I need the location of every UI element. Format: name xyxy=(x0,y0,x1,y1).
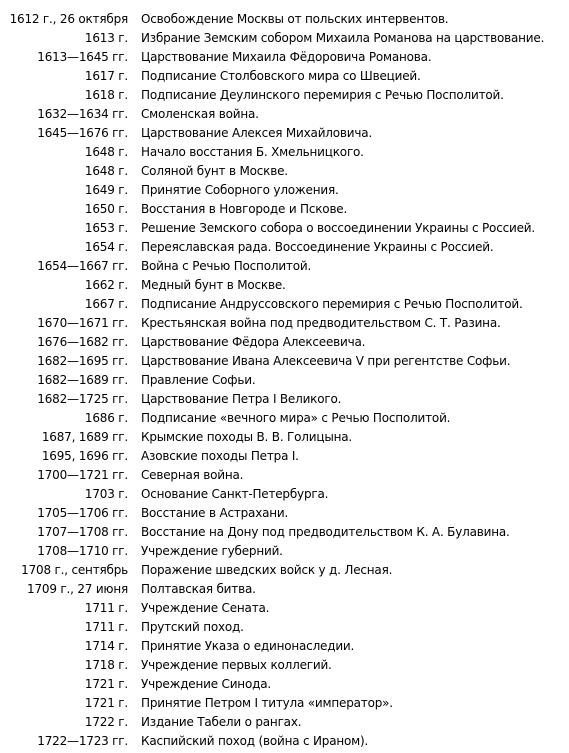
timeline-date: 1711 г. xyxy=(84,601,128,615)
timeline-event: Крестьянская война под предводительством С. Т. Разина. xyxy=(141,316,501,330)
timeline-event: Принятие Соборного уложения. xyxy=(141,183,339,197)
timeline-event: Царствование Фёдора Алексеевича. xyxy=(141,335,366,349)
timeline-date: 1721 г. xyxy=(84,677,128,691)
timeline-row xyxy=(0,295,569,314)
timeline-row xyxy=(0,124,569,143)
timeline-date: 1695, 1696 гг. xyxy=(41,449,128,463)
timeline-row xyxy=(0,675,569,694)
timeline-date: 1721 г. xyxy=(84,696,128,710)
timeline-date: 1645—1676 гг. xyxy=(37,126,128,140)
timeline-event: Переяславская рада. Воссоединение Украины с Россией. xyxy=(141,240,494,254)
timeline-event: Война с Речью Посполитой. xyxy=(141,259,312,273)
timeline-date: 1718 г. xyxy=(84,658,128,672)
timeline-row xyxy=(0,67,569,86)
timeline-date: 1714 г. xyxy=(84,639,128,653)
timeline-date: 1613—1645 гг. xyxy=(37,50,128,64)
timeline-row xyxy=(0,276,569,295)
timeline-date: 1708 г., сентябрь xyxy=(21,563,128,577)
timeline-date: 1650 г. xyxy=(84,202,128,216)
timeline-event: Принятие Указа о единонаследии. xyxy=(141,639,355,653)
timeline-date: 1707—1708 гг. xyxy=(37,525,128,539)
timeline-row xyxy=(0,428,569,447)
timeline-row xyxy=(0,485,569,504)
timeline-event: Крымские походы В. В. Голицына. xyxy=(141,430,353,444)
timeline-event: Учреждение губерний. xyxy=(141,544,283,558)
timeline-event: Освобождение Москвы от польских интервентов. xyxy=(141,12,449,26)
timeline-row xyxy=(0,542,569,561)
timeline-row xyxy=(0,10,569,29)
timeline-event: Принятие Петром I титула «император». xyxy=(141,696,393,710)
timeline-event: Подписание Андруссовского перемирия с Речью Посполитой. xyxy=(141,297,523,311)
timeline-row xyxy=(0,352,569,371)
timeline-date: 1709 г., 27 июня xyxy=(27,582,128,596)
timeline-event: Царствование Петра I Великого. xyxy=(141,392,342,406)
timeline-event: Избрание Земским собором Михаила Романова на царствование. xyxy=(141,31,545,45)
timeline-date: 1612 г., 26 октября xyxy=(9,12,128,26)
timeline-date: 1648 г. xyxy=(84,145,128,159)
timeline-event: Прутский поход. xyxy=(141,620,244,634)
timeline-row xyxy=(0,618,569,637)
timeline-date: 1682—1725 гг. xyxy=(37,392,128,406)
timeline-date: 1722 г. xyxy=(84,715,128,729)
timeline-row xyxy=(0,29,569,48)
timeline-event: Восстание на Дону под предводительством К. А. Булавина. xyxy=(141,525,510,539)
timeline-row xyxy=(0,409,569,428)
timeline-row xyxy=(0,48,569,67)
timeline-event: Царствование Михаила Фёдоровича Романова. xyxy=(141,50,432,64)
timeline-row xyxy=(0,162,569,181)
timeline-event: Основание Санкт-Петербурга. xyxy=(141,487,329,501)
timeline-event: Северная война. xyxy=(141,468,244,482)
timeline-date: 1682—1695 гг. xyxy=(37,354,128,368)
timeline-row xyxy=(0,333,569,352)
timeline-row xyxy=(0,238,569,257)
timeline-row xyxy=(0,371,569,390)
timeline-event: Восстания в Новгороде и Пскове. xyxy=(141,202,348,216)
timeline-date: 1653 г. xyxy=(84,221,128,235)
timeline-row xyxy=(0,561,569,580)
timeline-row xyxy=(0,181,569,200)
timeline-row xyxy=(0,219,569,238)
timeline-row xyxy=(0,637,569,656)
timeline-event: Издание Табели о рангах. xyxy=(141,715,302,729)
timeline-event: Подписание Столбовского мира со Швецией. xyxy=(141,69,421,83)
timeline-row xyxy=(0,466,569,485)
timeline-event: Царствование Алексея Михайловича. xyxy=(141,126,373,140)
timeline-row xyxy=(0,694,569,713)
timeline-date: 1682—1689 гг. xyxy=(37,373,128,387)
timeline-row xyxy=(0,143,569,162)
timeline-row xyxy=(0,599,569,618)
timeline-event: Начало восстания Б. Хмельницкого. xyxy=(141,145,364,159)
timeline-row xyxy=(0,580,569,599)
timeline-date: 1687, 1689 гг. xyxy=(41,430,128,444)
timeline-date: 1711 г. xyxy=(84,620,128,634)
timeline-row xyxy=(0,504,569,523)
timeline-date: 1632—1634 гг. xyxy=(37,107,128,121)
timeline-date: 1700—1721 гг. xyxy=(37,468,128,482)
timeline-date: 1654 г. xyxy=(84,240,128,254)
timeline-event: Каспийский поход (война с Ираном). xyxy=(141,734,369,748)
timeline-event: Азовские походы Петра I. xyxy=(141,449,299,463)
timeline-event: Поражение шведских войск у д. Лесная. xyxy=(141,563,393,577)
timeline-event: Царствование Ивана Алексеевича V при регентстве Софьи. xyxy=(141,354,511,368)
timeline-event: Подписание «вечного мира» с Речью Посполитой. xyxy=(141,411,451,425)
timeline-date: 1670—1671 гг. xyxy=(37,316,128,330)
timeline-date: 1662 г. xyxy=(84,278,128,292)
timeline-event: Подписание Деулинского перемирия с Речью Посполитой. xyxy=(141,88,504,102)
timeline-event: Восстание в Астрахани. xyxy=(141,506,289,520)
timeline-date: 1667 г. xyxy=(84,297,128,311)
timeline-event: Решение Земского собора о воссоединении Украины с Россией. xyxy=(141,221,535,235)
timeline-row xyxy=(0,447,569,466)
timeline-row xyxy=(0,105,569,124)
timeline-date: 1686 г. xyxy=(84,411,128,425)
timeline-date: 1649 г. xyxy=(84,183,128,197)
timeline-row xyxy=(0,732,569,751)
timeline-row xyxy=(0,713,569,732)
timeline-event: Учреждение первых коллегий. xyxy=(141,658,332,672)
timeline-date: 1722—1723 гг. xyxy=(37,734,128,748)
timeline-row xyxy=(0,390,569,409)
timeline-date: 1708—1710 гг. xyxy=(37,544,128,558)
timeline-date: 1703 г. xyxy=(84,487,128,501)
timeline-event: Учреждение Синода. xyxy=(141,677,271,691)
timeline-date: 1617 г. xyxy=(84,69,128,83)
timeline-event: Учреждение Сената. xyxy=(141,601,270,615)
timeline-event: Соляной бунт в Москве. xyxy=(141,164,288,178)
timeline-date: 1705—1706 гг. xyxy=(37,506,128,520)
timeline-row xyxy=(0,523,569,542)
timeline-row xyxy=(0,257,569,276)
timeline-date: 1676—1682 гг. xyxy=(37,335,128,349)
timeline-event: Медный бунт в Москве. xyxy=(141,278,286,292)
timeline-event: Правление Софьи. xyxy=(141,373,256,387)
timeline-row xyxy=(0,314,569,333)
timeline-row xyxy=(0,656,569,675)
timeline-date: 1654—1667 гг. xyxy=(37,259,128,273)
timeline-table xyxy=(0,10,569,751)
timeline-event: Смоленская война. xyxy=(141,107,259,121)
timeline-date: 1648 г. xyxy=(84,164,128,178)
timeline-date: 1618 г. xyxy=(84,88,128,102)
timeline-date: 1613 г. xyxy=(84,31,128,45)
timeline-row xyxy=(0,86,569,105)
timeline-event: Полтавская битва. xyxy=(141,582,256,596)
timeline-row xyxy=(0,200,569,219)
